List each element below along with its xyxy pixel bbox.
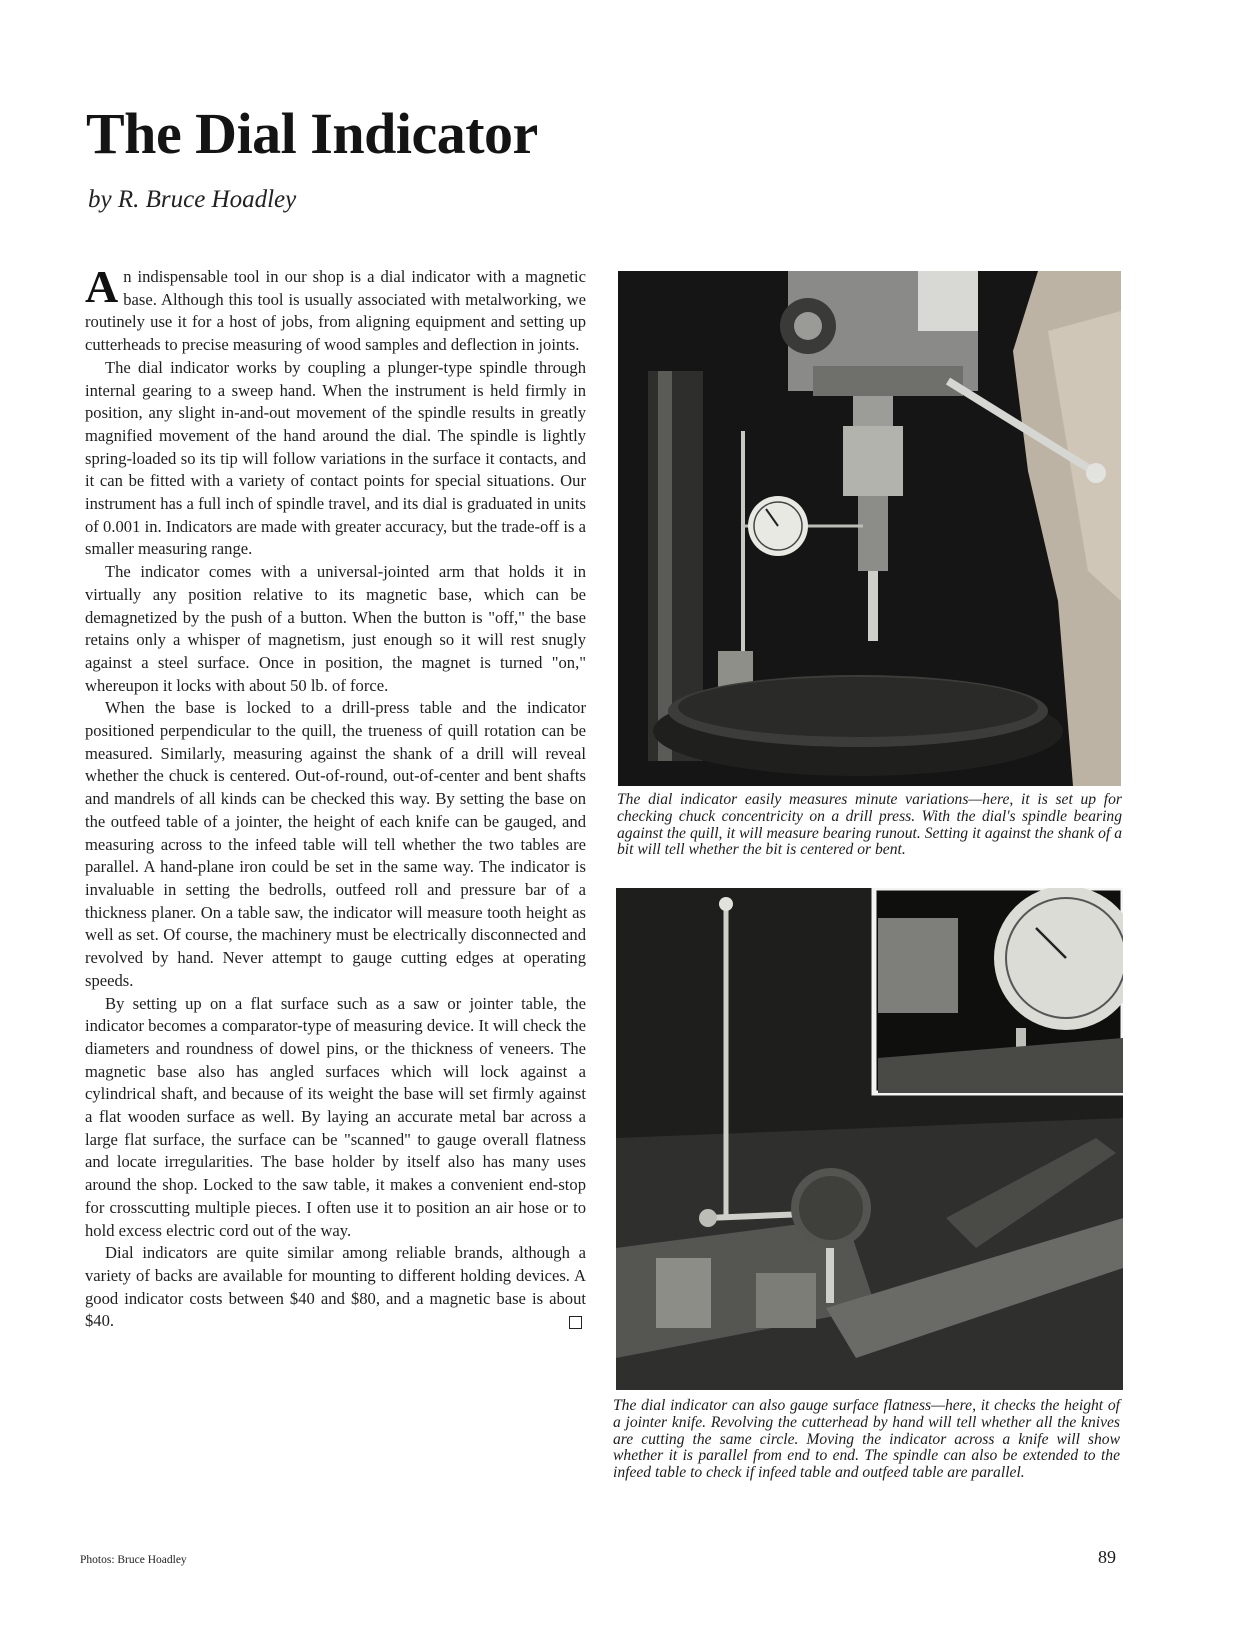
- caption-jointer: The dial indicator can also gauge surface flatness—here, it checks the height of a jointer knife. Revolving the cutterhead by hand will tell whether all the knives are cutting the same circle. Moving the indicator across a knife will show whether it is parallel from end to end. The spindle can also be extended to the infeed table to check if infeed table and outfeed table are parallel.: [613, 1397, 1120, 1482]
- paragraph-6-text: Dial indicators are quite similar among reliable brands, although a variety of backs are available for mounting to different holding devices. A good indicator costs between $40 and $80, and a magnetic base is about $40.: [85, 1243, 586, 1331]
- paragraph-5: By setting up on a flat surface such as a saw or jointer table, the indicator becomes a comparator-type of measuring device. It will check the diameters and roundness of dowel pins, or the thickness of veneers. The magnetic base also has angled surfaces which will lock against a cylindrical shaft, and because of its weight the base will set firmly against a flat wooden surface as well. By laying an accurate metal bar across a large flat surface, the surface can be "scanned" to gauge overall flatness and locate irregularities. The base holder by itself also has many uses around the shop. Locked to the saw table, it makes a convenient end-stop for crosscutting multiple pieces. I often use it to position an air hose or to hold excess electric cord out of the way.: [85, 993, 586, 1240]
- paragraph-3: The indicator comes with a universal-jointed arm that holds it in virtually any position relative to its magnetic base, which can be demagnetized by the push of a button. When the button is "off," the base retains only a whisper of magnetism, just enough so it will rest snugly against a steel surface. Once in position, the magnet is turned "on," whereupon it locks with about 50 lb. of force.: [85, 562, 586, 695]
- article-title: The Dial Indicator: [86, 101, 538, 166]
- drop-cap: A: [85, 261, 119, 312]
- jointer-photo: [616, 888, 1123, 1390]
- photo-credit: Photos: Bruce Hoadley: [80, 1554, 187, 1566]
- page-number: 89: [1098, 1547, 1116, 1567]
- end-of-article-mark: [569, 1316, 582, 1329]
- paragraph-1-text: n indispensable tool in our shop is a dial indicator with a magnetic base. Although this tool is usually associated with metalworking, we routinely use it for a host of jobs, from aligning equipment and setting up cutterheads to precise measuring of wood samples and deflection in joints.: [85, 267, 586, 355]
- byline: by R. Bruce Hoadley: [88, 186, 297, 213]
- paragraph-1: [85, 261, 586, 357]
- article-body: [85, 261, 586, 1333]
- paragraph-4: When the base is locked to a drill-press table and the indicator positioned perpendicular to the quill, the trueness of quill rotation can be measured. Similarly, measuring against the shank of a drill will reveal whether the chuck is centered. Out-of-round, out-of-center and bent shafts and mandrels of all kinds can be checked this way. By setting the base on the outfeed table of a jointer, the height of each knife can be gauged, and measuring across to the infeed table will tell whether the two tables are parallel. A hand-plane iron could be set in the same way. The indicator is invaluable in setting the bedrolls, outfeed roll and pressure bar of a thickness planer. On a table saw, the indicator will measure tooth height as well as set. Of course, the machinery must be electrically disconnected and revolved by hand. Never attempt to gauge cutting edges at operating speeds.: [85, 698, 586, 990]
- paragraph-2: The dial indicator works by coupling a plunger-type spindle through internal gearing to a sweep hand. When the instrument is held firmly in position, any slight in-and-out movement of the spindle results in greatly magnified movement of the hand around the dial. The spindle is lightly spring-loaded so its tip will follow variations in the surface it contacts, and it can be fitted with a variety of contact points for special situations. Our instrument has a full inch of spindle travel, and its dial is graduated in units of 0.001 in. Indicators are made with greater accuracy, but the trade-off is a smaller measuring range.: [85, 357, 586, 559]
- drill-press-photo: [618, 271, 1121, 786]
- paragraph-6: [85, 1242, 586, 1333]
- caption-drill-press: The dial indicator easily measures minute variations—here, it is set up for checking chuck concentricity on a drill press. With the dial's spindle bearing against the quill, it will measure bearing runout. Setting it against the shank of a bit will tell whether the bit is centered or bent.: [617, 791, 1122, 859]
